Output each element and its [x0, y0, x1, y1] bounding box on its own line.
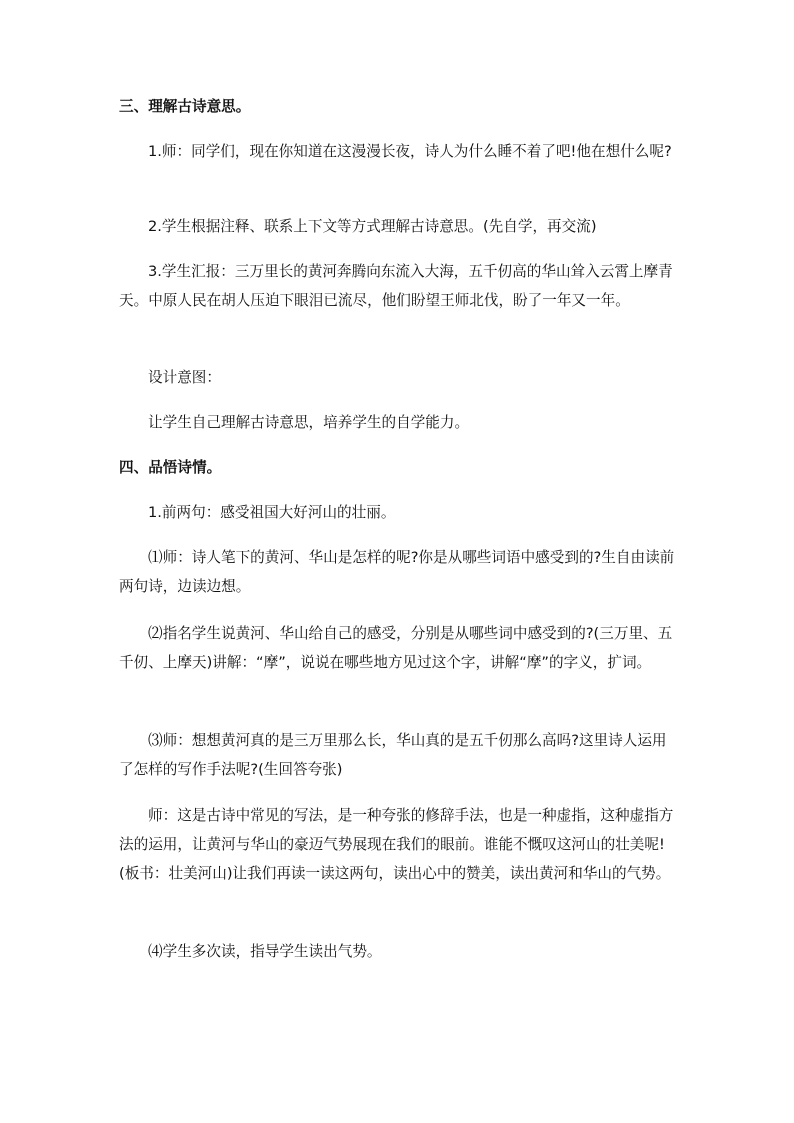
design-intent-label: 设计意图：: [148, 369, 221, 386]
paragraph: ⑷学生多次读，指导学生读出气势。: [148, 943, 382, 960]
paragraph: 3.学生汇报：三万里长的黄河奔腾向东流入大海，五千仞高的华山耸入云霄上摩青天。中原人民在胡人压迫下眼泪已流尽，他们盼望王师北伐，盼了一年又一年。: [119, 263, 673, 309]
paragraph: 1.师：同学们，现在你知道在这漫漫长夜，诗人为什么睡不着了吧!他在想什么呢?: [148, 143, 672, 160]
paragraph: 师：这是古诗中常见的写法，是一种夸张的修辞手法，也是一种虚指，这种虚指方法的运用，让黄河与华山的豪迈气势展现在我们的眼前。谁能不慨叹这河山的壮美呢!(板书：壮美河山)让我们再读一读这两句，读出心中的赞美，读出黄河和华山的气势。: [119, 807, 674, 882]
paragraph: ⑴师：诗人笔下的黄河、华山是怎样的呢?你是从哪些词语中感受到的?生自由读前两句诗，边读边想。: [119, 549, 675, 595]
paragraph: ⑵指名学生说黄河、华山给自己的感受，分别是从哪些词中感受到的?(三万里、五千仞、上摩天)讲解：“摩”，说说在哪些地方见过这个字，讲解“摩”的字义，扩词。: [119, 625, 673, 671]
paragraph: ⑶师：想想黄河真的是三万里那么长，华山真的是五千仞那么高吗?这里诗人运用了怎样的写作手法呢?(生回答夸张): [119, 732, 667, 778]
paragraph: 2.学生根据注释、联系上下文等方式理解古诗意思。(先自学，再交流): [148, 218, 597, 235]
section-heading-4: 四、品悟诗情。: [119, 459, 222, 476]
paragraph: 让学生自己理解古诗意思，培养学生的自学能力。: [148, 414, 470, 431]
paragraph: 1.前两句：感受祖国大好河山的壮丽。: [148, 504, 396, 521]
section-heading-3: 三、理解古诗意思。: [119, 98, 251, 115]
